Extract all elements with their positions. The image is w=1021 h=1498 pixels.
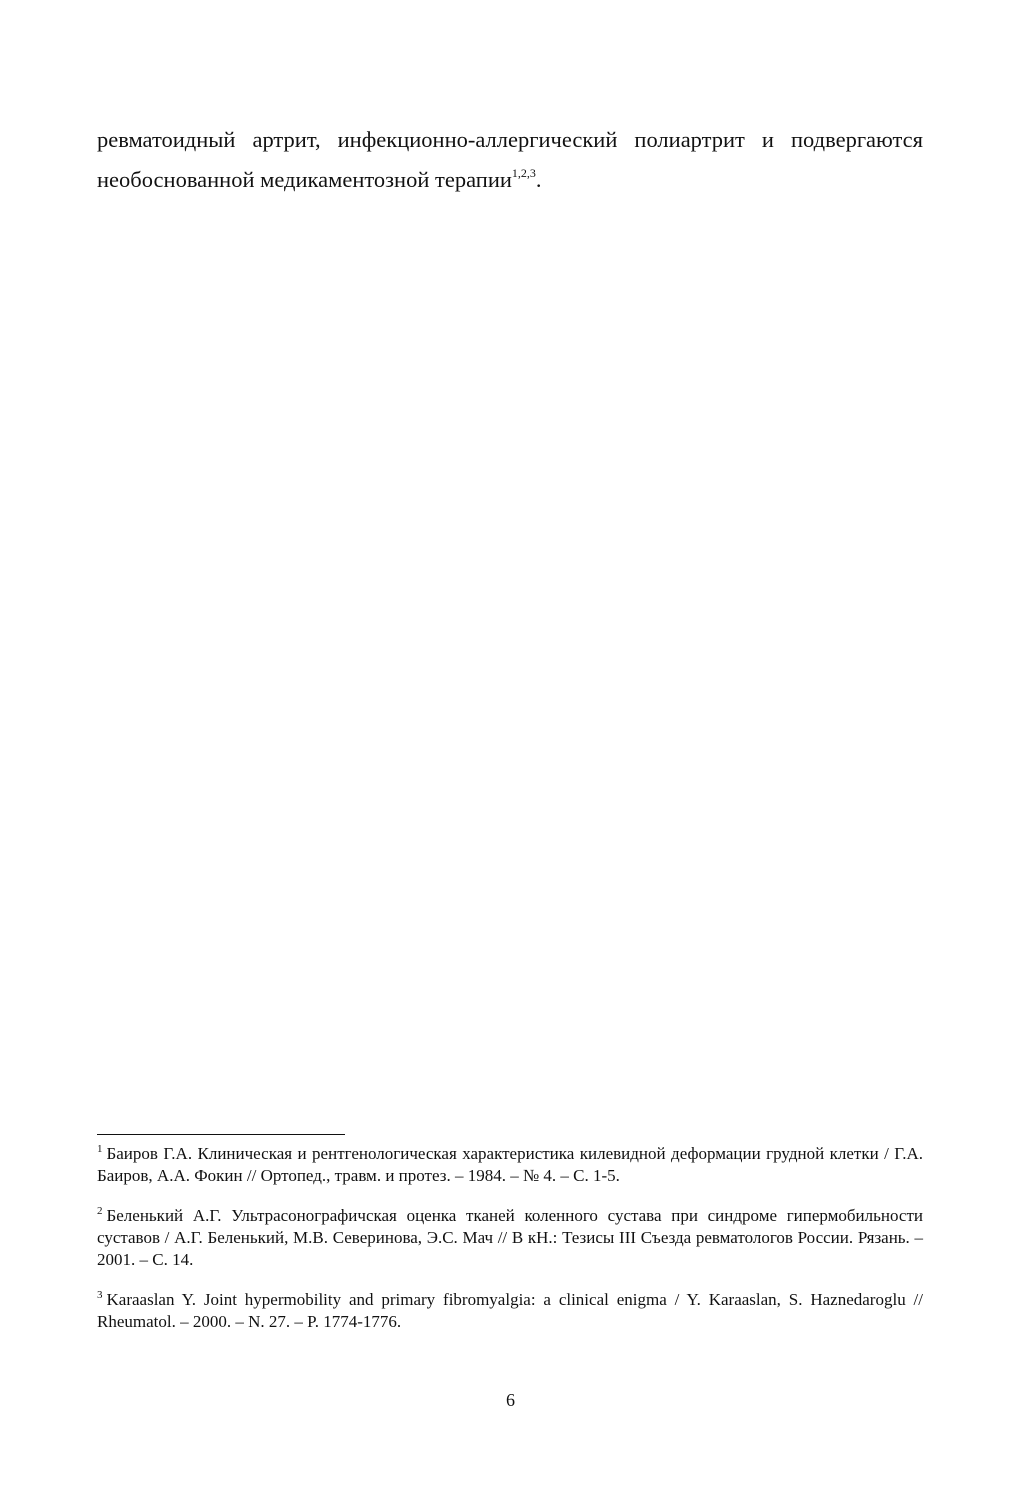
page-number: 6 xyxy=(506,1390,515,1410)
footnote-2 xyxy=(97,1205,923,1271)
body-line-2 xyxy=(97,160,923,200)
body-line-2-end: . xyxy=(535,167,542,192)
body-line-1: ревматоидный артрит, инфекционно-аллергический полиартрит и подвергаются xyxy=(97,127,923,152)
footnote-reference[interactable]: 1,2,3 xyxy=(511,166,536,180)
body-paragraph xyxy=(97,120,923,200)
footnote-mark: 3 xyxy=(97,1289,103,1301)
footnote-3 xyxy=(97,1289,923,1333)
footnote-text: Баиров Г.А. Клиническая и рентгенологическая характеристика килевидной деформации грудной клетки / Г.А. Баиров, А.А. Фокин // Ортопед., травм. и протез. – 1984. – № 4. – С. 1-5. xyxy=(97,1144,923,1185)
body-line-2-text: необоснованной медикаментозной терапии xyxy=(97,167,512,192)
footnote-mark: 1 xyxy=(97,1143,103,1155)
footnote-text: Беленький А.Г. Ультрасонографичская оценка тканей коленного сустава при синдроме гипермобильности суставов / А.Г. Беленький, М.В. Северинова, Э.С. Мач // В кН.: Тезисы III Съезда ревматологов России. Рязань. – 2001. – С. 14. xyxy=(97,1206,923,1269)
footnote-text: Karaaslan Y. Joint hypermobility and primary fibromyalgia: a clinical enigma / Y. Karaaslan, S. Haznedaroglu // Rheumatol. – 2000. – N. 27. – P. 1774-1776. xyxy=(97,1290,923,1331)
footnotes xyxy=(97,1143,923,1351)
footnote-1 xyxy=(97,1143,923,1187)
footnote-separator xyxy=(97,1134,345,1135)
footnote-mark: 2 xyxy=(97,1205,103,1217)
